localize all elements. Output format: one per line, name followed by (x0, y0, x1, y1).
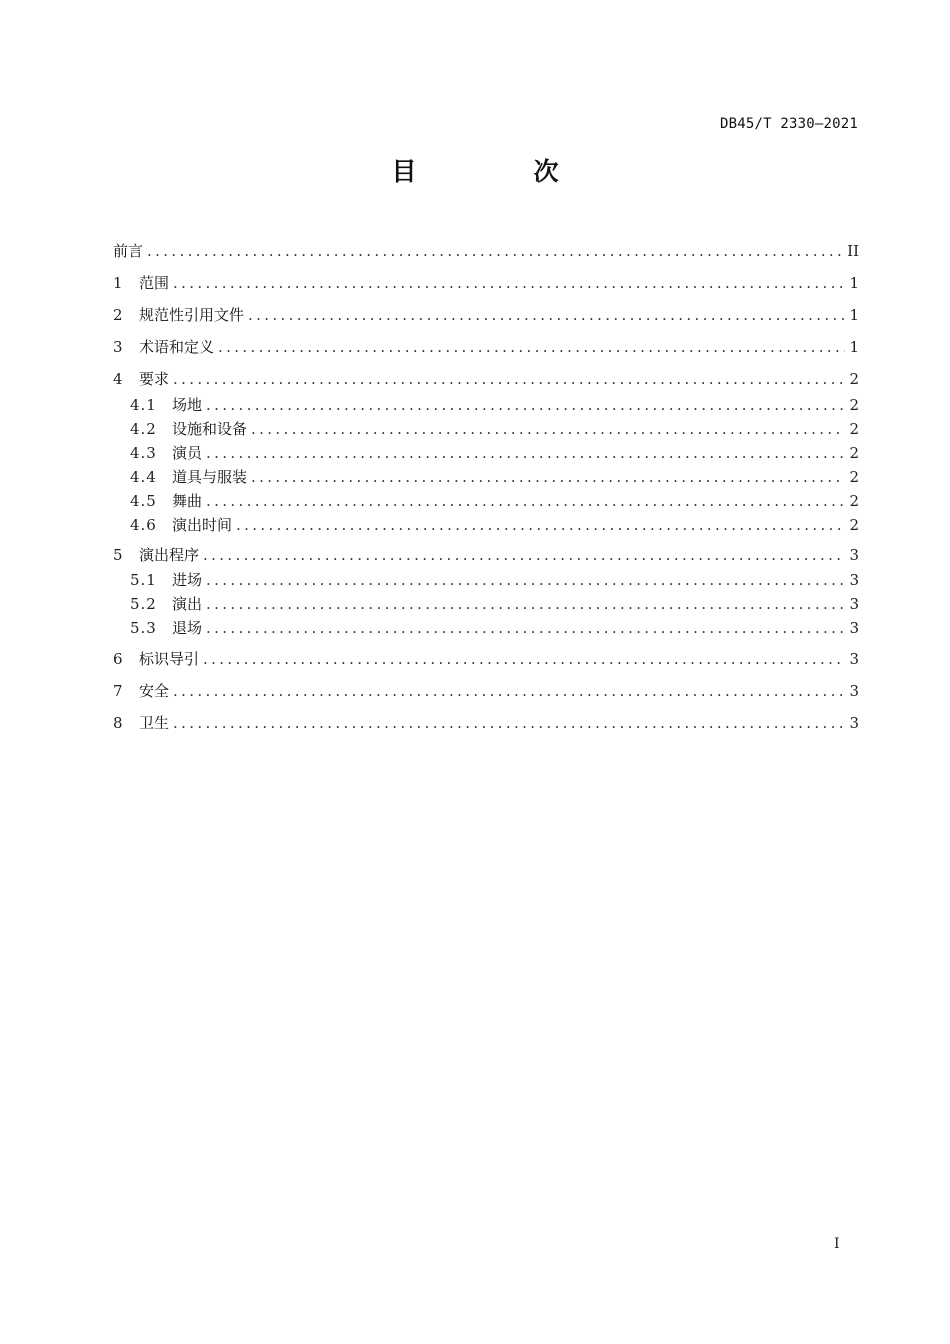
dot-leader (173, 713, 845, 733)
toc-entry-page: 3 (849, 546, 859, 564)
toc-entry-label: 要求 (139, 370, 170, 388)
toc-entry-page: 3 (849, 619, 859, 637)
toc-entry-page: 2 (849, 370, 859, 388)
dot-leader (203, 545, 845, 565)
toc-entry-page: 2 (849, 516, 859, 534)
toc-entry-label: 标识导引 (139, 650, 200, 668)
toc-entry-number: 4.2 (130, 420, 157, 438)
dot-leader (251, 419, 845, 439)
toc-entry-page: 3 (849, 595, 859, 613)
toc-entry-label: 术语和定义 (139, 338, 215, 356)
toc-entry-label: 场地 (172, 396, 203, 414)
toc-entry-page: 1 (849, 274, 859, 292)
toc-entry-label: 设施和设备 (172, 420, 248, 438)
toc-entry-label: 舞曲 (172, 492, 203, 510)
toc-entry-4-1[interactable] (130, 395, 859, 415)
toc-entry-page: 2 (849, 492, 859, 510)
toc-entry-number: 4.1 (130, 396, 157, 414)
toc-entry-number: 2 (113, 306, 123, 324)
toc-entry-label: 道具与服装 (172, 468, 248, 486)
toc-entry-number: 5.1 (130, 571, 157, 589)
toc-entry-number: 8 (113, 714, 123, 732)
toc-entry-4[interactable] (113, 369, 859, 389)
toc-entry-label: 演出时间 (172, 516, 233, 534)
toc-entry-4-5[interactable] (130, 491, 859, 511)
toc-entry-number: 4.3 (130, 444, 157, 462)
toc-entry-label: 演员 (172, 444, 203, 462)
toc-entry-7[interactable] (113, 681, 859, 701)
toc-entry-page: 3 (849, 682, 859, 700)
toc-entry-number: 5.2 (130, 595, 157, 613)
toc-entry-page: 2 (849, 444, 859, 462)
toc-entry-page: 2 (849, 420, 859, 438)
toc-entry-page: 3 (849, 714, 859, 732)
toc-entry-8[interactable] (113, 713, 859, 733)
page-number: I (834, 1236, 840, 1252)
toc-entry-page: 2 (849, 396, 859, 414)
dot-leader (206, 443, 845, 463)
toc-entry-number: 4.6 (130, 516, 157, 534)
dot-leader (206, 570, 845, 590)
toc-entry-number: 7 (113, 682, 123, 700)
dot-leader (173, 369, 845, 389)
toc-entry-label: 规范性引用文件 (139, 306, 245, 324)
toc-entry-1[interactable] (113, 273, 859, 293)
toc-entry-number: 5 (113, 546, 123, 564)
toc-entry-number: 3 (113, 338, 123, 356)
dot-leader (206, 491, 845, 511)
toc-entry-label: 退场 (172, 619, 203, 637)
dot-leader (251, 467, 845, 487)
toc-entry-foreword[interactable] (113, 241, 859, 261)
toc-entry-label: 安全 (139, 682, 170, 700)
dot-leader (206, 618, 845, 638)
toc-entry-number: 4 (113, 370, 123, 388)
toc-entry-3[interactable] (113, 337, 859, 357)
toc-entry-number: 1 (113, 274, 123, 292)
dot-leader (173, 273, 845, 293)
toc-entry-label: 范围 (139, 274, 170, 292)
toc-entry-4-6[interactable] (130, 515, 859, 535)
toc-entry-6[interactable] (113, 649, 859, 669)
page-title: 目 次 (391, 157, 605, 186)
toc-entry-label: 进场 (172, 571, 203, 589)
toc-entry-4-4[interactable] (130, 467, 859, 487)
toc-entry-4-3[interactable] (130, 443, 859, 463)
toc-entry-number: 4.4 (130, 468, 157, 486)
dot-leader (147, 241, 843, 261)
toc-entry-label: 演出程序 (139, 546, 200, 564)
toc-entry-2[interactable] (113, 305, 859, 325)
toc-entry-page: II (847, 242, 859, 260)
toc-entry-5-3[interactable] (130, 618, 859, 638)
dot-leader (206, 395, 845, 415)
toc-entry-label: 卫生 (139, 714, 170, 732)
toc-entry-label: 前言 (113, 242, 144, 260)
dot-leader (173, 681, 845, 701)
toc-entry-page: 3 (849, 650, 859, 668)
dot-leader (218, 337, 845, 357)
toc-entry-number: 6 (113, 650, 123, 668)
dot-leader (236, 515, 845, 535)
toc-entry-number: 5.3 (130, 619, 157, 637)
toc-entry-page: 1 (849, 306, 859, 324)
toc-entry-page: 3 (849, 571, 859, 589)
document-code: DB45/T 2330—2021 (719, 116, 858, 132)
toc-entry-page: 2 (849, 468, 859, 486)
toc-entry-5[interactable] (113, 545, 859, 565)
toc-entry-page: 1 (849, 338, 859, 356)
toc-entry-number: 4.5 (130, 492, 157, 510)
dot-leader (248, 305, 845, 325)
toc-entry-label: 演出 (172, 595, 203, 613)
dot-leader (203, 649, 845, 669)
toc-entry-5-2[interactable] (130, 594, 859, 614)
dot-leader (206, 594, 845, 614)
toc-entry-5-1[interactable] (130, 570, 859, 590)
toc-entry-4-2[interactable] (130, 419, 859, 439)
